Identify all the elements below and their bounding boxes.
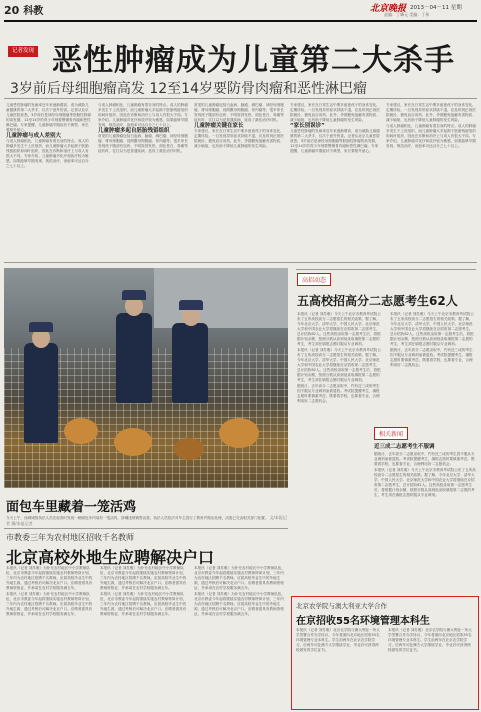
lead-subhead-1: 儿童肿瘤与成人差别大 (6, 133, 62, 139)
editor-line: 责编：丁肇元 美编：丁伟 (384, 12, 430, 17)
lead-column-4: 专家建议，家长在日常生活中要多留意孩子的身体变化，定期体检。一旦发现异常症状持续不退，应及时到正规医院就诊，避免盲目用药。此外，孕期避免接触有害物质、减少辐射，也有助于降低儿童肿瘤的发生风险。 “家长别误诊” 儿童恶性肿瘤的发病率近年来逐渐增高，成为威胁儿童健康的第二大杀手，仅次于意外伤害。记者从北京儿童医院获悉，3岁前后是神经母细胞瘤等胚胎性肿瘤的高发期，12至14岁的青少年则要警惕骨肉瘤和恶性淋巴瘤。专家提醒，儿童肿瘤早期症状不典型，家长要格外留心。 (290, 103, 380, 153)
officer-cap (29, 322, 53, 332)
bottom-story-kicker: 市教委三年为农村地区招收千名教师 (6, 533, 134, 542)
van-shape (154, 268, 288, 328)
officer-cap (122, 290, 146, 300)
lead-subhead-4: 儿童肿瘤关键在家长 (194, 123, 244, 129)
right-story-column-2: 本报讯（记者 刘苏雅）今天上午北京市教育考试院公布了五所高校高分二志愿招生的相关政策。据了解，今年北京大学、清华大学、中国人民大学、北京师范大学和中国农业大学将继续在京招收第二志愿考生，总计招收62人。这些高校录取第一志愿考生后，将根据计划余额，按照分数从高到低录取填报第二志愿的考生，考生须在填报志愿时服从专业调剂。 据统计，去年高分二志愿录取中，约有近三成的考生因不服从专业调剂而被退档。考试院提醒考生，填报志愿时要慎重考虑，既要看学校，也要看专业，合理利用好二志愿机会。 (390, 312, 474, 367)
page-header (4, 2, 43, 17)
bottom-story-column-2: 本报讯（记者 刘苏雅）为补充农村地区中小学教师队伍，北京市教委今年起将继续实施农村教师特岗计划，三年内为农村地区招聘千名教师。应届高校毕业生中的外地生源，通过考核后可解决北京户口。应聘者需具有教师资格证，并承诺在农村学校服务满五年。 本报讯（记者 刘苏雅）为补充农村地区中小学教师队伍，北京市教委今年起将继续实施农村教师特岗计划，三年内为农村地区招聘千名教师。应届高校毕业生中的外地生源，通过考核后可解决北京户口。应聘者需具有教师资格证，并承诺在农村学校服务满五年。 (100, 566, 187, 616)
photo-byline: 文/本报记者 摄/本报记者 (6, 515, 287, 526)
lead-column-1: 儿童恶性肿瘤的发病率近年来逐渐增高，成为威胁儿童健康的第二大杀手，仅次于意外伤害。记者从北京儿童医院获悉，3岁前后是神经母细胞瘤等胚胎性肿瘤的高发期，12至14岁的青少年则要警惕骨肉瘤和恶性淋巴瘤。专家提醒，儿童肿瘤早期症状不典型，家长要格外留心。 儿童肿瘤与成人差别大 与成人肿瘤相比，儿童肿瘤有着自身的特点。成人的肿瘤多发生于上皮组织，而儿童肿瘤大多起源于胚胎残留组织和间叶组织，因此在诊断和治疗上与成人有很大不同。专家介绍，儿童肿瘤对化疗和放疗较为敏感，如果能够早期发现、规范治疗，治愈率可达百分之七十以上。 (6, 103, 91, 168)
lead-subheadline: 3岁前后母细胞瘤高发 12至14岁要防骨肉瘤和恶性淋巴瘤 (10, 81, 367, 97)
officer-figure (172, 323, 208, 403)
related-news-tag: 相关新闻 (374, 427, 408, 440)
page-number: 20 (4, 4, 20, 17)
related-subhead: 近三成二志愿考生不服调 (374, 444, 435, 450)
bottom-story-headline: 北京高校外地生应聘解决户口 (6, 548, 215, 567)
highlight-story-column-2: 本报讯（记者 刘苏雅）北京农学院与澳大利亚一所大学签署合作办学协议，今年将面向北京地区招收55名环境管理专业本科生。学生前两年在北京农学院学习，后两年可赴澳方大学继续学业，毕业后可获得两校颁发的学位证书。 (388, 628, 472, 652)
related-body: 据统计，去年高分二志愿录取中，约有近三成的考生因不服从专业调剂而被退档。考试院提醒考生，填报志愿时要慎重考虑，既要看学校，也要看专业，合理利用好二志愿机会。 本报讯（记者 刘苏雅）今天上午北京市教育考试院公布了五所高校高分二志愿招生的相关政策。据了解，今年北京大学、清华大学、中国人民大学、北京师范大学和中国农业大学将继续在京招收第二志愿考生，总计招收62人。这些高校录取第一志愿考生后，将根据计划余额，按照分数从高到低录取填报第二志愿的考生，考生须在填报志愿时服从专业调剂。 (374, 452, 476, 497)
newspaper-logo: 北京晚报 (370, 4, 407, 14)
officer-cap (179, 300, 203, 310)
caption-text: 今天上午，西城城管执法人员在检查时发现一辆面包车内装有一笼活鸡，涉嫌违规销售活禽。执法人员依法对车主进行了教育并做出处理，活禽已交由相关部门处置。 (6, 516, 269, 520)
right-story-tag: 高招动态 (297, 273, 331, 286)
right-story-column-1: 本报讯（记者 刘苏雅）今天上午北京市教育考试院公布了五所高校高分二志愿招生的相关政策。据了解，今年北京大学、清华大学、中国人民大学、北京师范大学和中国农业大学将继续在京招收第二志愿考生，总计招收62人。这些高校录取第一志愿考生后，将根据计划余额，按照分数从高到低录取填报第二志愿的考生，考生须在填报志愿时服从专业调剂。 本报讯（记者 刘苏雅）今天上午北京市教育考试院公布了五所高校高分二志愿招生的相关政策。据了解，今年北京大学、清华大学、中国人民大学、北京师范大学和中国农业大学将继续在京招收第二志愿考生，总计招收62人。这些高校录取第一志愿考生后，将根据计划余额，按照分数从高到低录取填报第二志愿的考生，考生须在填报志愿时服从专业调剂。 据统计，去年高分二志愿录取中，约有近三成的考生因不服从专业调剂而被退档。考试院提醒考生，填报志愿时要慎重考虑，既要看学校，也要看专业，合理利用好二志愿机会。 (297, 312, 381, 403)
bottom-story-rule (4, 528, 288, 529)
highlight-story-column-1: 本报讯（记者 刘苏雅）北京农学院与澳大利亚一所大学签署合作办学协议，今年将面向北京地区招收55名环境管理专业本科生。学生前两年在北京农学院学习，后两年可赴澳方大学继续学业，毕业后可获得两校颁发的学位证书。 (296, 628, 380, 652)
lead-kicker: 记者发现 (8, 46, 38, 57)
news-photo (4, 268, 288, 488)
highlight-story-headline: 在京招收55名环境管理本科生 (296, 616, 430, 627)
lead-subhead-2: “家长别误诊” (290, 123, 325, 129)
chicken-shape (64, 418, 98, 444)
highlight-story-kicker: 北京农学院与澳大利亚大学合作 (296, 602, 387, 610)
lead-bottom-divider (4, 262, 477, 263)
bottom-story-column-3: 本报讯（记者 刘苏雅）为补充农村地区中小学教师队伍，北京市教委今年起将继续实施农村教师特岗计划，三年内为农村地区招聘千名教师。应届高校毕业生中的外地生源，通过考核后可解决北京户口。应聘者需具有教师资格证，并承诺在农村学校服务满五年。 本报讯（记者 刘苏雅）为补充农村地区中小学教师队伍，北京市教委今年起将继续实施农村教师特岗计划，三年内为农村地区招聘千名教师。应届高校毕业生中的外地生源，通过考核后可解决北京户口。应聘者需具有教师资格证，并承诺在农村学校服务满五年。 (194, 566, 285, 616)
lead-column-5: 专家建议，家长在日常生活中要多留意孩子的身体变化，定期体检。一旦发现异常症状持续不退，应及时到正规医院就诊，避免盲目用药。此外，孕期避免接触有害物质、减少辐射，也有助于降低儿童肿瘤的发生风险。 与成人肿瘤相比，儿童肿瘤有着自身的特点。成人的肿瘤多发生于上皮组织，而儿童肿瘤大多起源于胚胎残留组织和间叶组织，因此在诊断和治疗上与成人有很大不同。专家介绍，儿童肿瘤对化疗和放疗较为敏感，如果能够早期发现、规范治疗，治愈率可达百分之七十以上。 (386, 103, 476, 148)
chicken-shape (114, 428, 152, 456)
chicken-shape (219, 418, 259, 448)
issue-date: 2013－04－11 星期 (410, 5, 462, 11)
officer-figure (116, 313, 152, 403)
lead-divider (4, 98, 477, 99)
photo-caption (6, 515, 288, 527)
lead-subhead-3: 儿童肿瘤多起自胚胎残留组织 (98, 128, 170, 134)
lead-headline: 恶性肿瘤成为儿童第二大杀手 (52, 43, 455, 78)
photo-headline: 面包车里藏着一笼活鸡 (6, 500, 137, 515)
section-name: 科教 (23, 6, 44, 17)
right-story-rule (296, 269, 476, 270)
chicken-shape (174, 438, 204, 460)
lead-column-3: 常见的儿童肿瘤包括白血病、脑瘤、淋巴瘤、神经母细胞瘤、肾母细胞瘤、视网膜母细胞瘤、骨肉瘤等。很多家长发现孩子腹部有包块、不明原因发热、面色苍白、骨痛等症状时，往往以为是普通疾病，延误了最佳治疗时机。 儿童肿瘤关键在家长 专家建议，家长在日常生活中要多留意孩子的身体变化，定期体检。一旦发现异常症状持续不退，应及时到正规医院就诊，避免盲目用药。此外，孕期避免接触有害物质、减少辐射，也有助于降低儿童肿瘤的发生风险。 (194, 103, 284, 148)
lead-column-2: 与成人肿瘤相比，儿童肿瘤有着自身的特点。成人的肿瘤多发生于上皮组织，而儿童肿瘤大多起源于胚胎残留组织和间叶组织，因此在诊断和治疗上与成人有很大不同。专家介绍，儿童肿瘤对化疗和放疗较为敏感，如果能够早期发现、规范治疗，治愈率可达百分之七十以上。 儿童肿瘤多起自胚胎残留组织 常见的儿童肿瘤包括白血病、脑瘤、淋巴瘤、神经母细胞瘤、肾母细胞瘤、视网膜母细胞瘤、骨肉瘤等。很多家长发现孩子腹部有包块、不明原因发热、面色苍白、骨痛等症状时，往往以为是普通疾病，延误了最佳治疗时机。 (98, 103, 188, 153)
header-rule (4, 20, 477, 22)
bottom-story-column-1: 本报讯（记者 刘苏雅）为补充农村地区中小学教师队伍，北京市教委今年起将继续实施农村教师特岗计划，三年内为农村地区招聘千名教师。应届高校毕业生中的外地生源，通过考核后可解决北京户口。应聘者需具有教师资格证，并承诺在农村学校服务满五年。 本报讯（记者 刘苏雅）为补充农村地区中小学教师队伍，北京市教委今年起将继续实施农村教师特岗计划，三年内为农村地区招聘千名教师。应届高校毕业生中的外地生源，通过考核后可解决北京户口。应聘者需具有教师资格证，并承诺在农村学校服务满五年。 (6, 566, 93, 616)
officer-figure (24, 343, 58, 443)
right-story-headline: 五高校招高分二志愿考生62人 (297, 294, 458, 308)
